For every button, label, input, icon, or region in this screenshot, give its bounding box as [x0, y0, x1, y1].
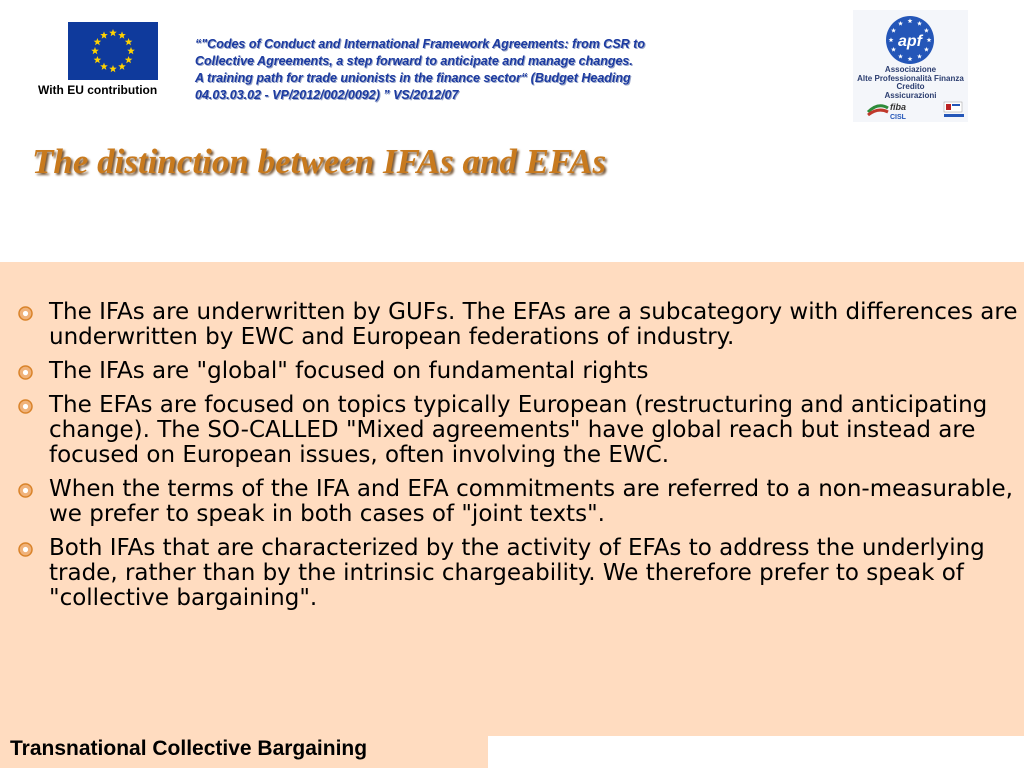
bullet-sun-icon: [18, 399, 33, 414]
eu-star: [118, 63, 126, 70]
bullet-item: [18, 536, 1018, 611]
bullet-sun-icon: [18, 365, 33, 380]
eu-star: [118, 31, 126, 38]
bullet-list: [18, 300, 1018, 620]
eu-star: [100, 63, 108, 70]
bullet-text: The IFAs are "global" focused on fundamental rights: [49, 358, 649, 384]
bullet-item: [18, 477, 1018, 527]
apf-assoc-line: Alte Professionalità Finanza: [857, 73, 964, 83]
bullet-text: Both IFAs that are characterized by the activity of EFAs to address the underlying trade, rather than by the intrinsic chargeability. We therefore prefer to speak of "collective bargaining".: [49, 535, 985, 611]
bullet-text: When the terms of the IFA and EFA commitments are referred to a non-measurable, we prefer to speak in both cases of "joint texts".: [49, 476, 1013, 527]
bullet-text: The IFAs are underwritten by GUFs. The EFAs are a subcategory with differences are underwritten by EWC and European federations of industry.: [49, 299, 1018, 350]
eu-stars: [68, 22, 158, 80]
eu-star: [125, 56, 133, 63]
project-line: Collective Agreements, a step forward to anticipate and manage changes.: [195, 54, 633, 68]
bullet-item: [18, 300, 1018, 350]
bullet-text: The EFAs are focused on topics typically European (restructuring and anticipating change). The SO-CALLED "Mixed agreements" have global reach but instead are focused on European issues, often involving the EWC.: [49, 392, 988, 468]
footer-label: Transnational Collective Bargaining: [0, 728, 488, 768]
fiba-cisl-logo: [866, 100, 966, 120]
bullet-sun-icon: [18, 483, 33, 498]
eu-star: [127, 47, 135, 54]
bullet-item: [18, 359, 1018, 384]
eu-star: [100, 31, 108, 38]
eu-contribution-caption: With EU contribution: [38, 83, 158, 97]
eu-flag-logo: [68, 22, 158, 80]
eu-star: [94, 38, 102, 45]
apf-association-name: [853, 66, 968, 100]
apf-assoc-line: Associazione: [884, 65, 937, 74]
content-panel: [0, 262, 1024, 736]
cisl-text: CISL: [890, 114, 906, 120]
eu-star: [91, 47, 99, 54]
eu-star: [94, 56, 102, 63]
apf-assoc-line: Credito: [896, 82, 925, 91]
apf-assoc-line: Assicurazioni: [884, 90, 937, 100]
project-line: “"Codes of Conduct and International Framework Agreements: from CSR to: [195, 37, 645, 51]
eu-star: [109, 29, 117, 36]
bullet-sun-icon: [18, 542, 33, 557]
eu-star: [125, 38, 133, 45]
eu-star: [109, 65, 117, 72]
project-line: A training path for trade unionists in the finance sector“ (Budget Heading: [195, 71, 631, 85]
bullet-sun-icon: [18, 306, 33, 321]
bullet-item: [18, 393, 1018, 468]
slide-title: The distinction between IFAs and EFAs: [32, 142, 607, 181]
project-line: 04.03.03.02 - VP/2012/002/0092) ” VS/2012/07: [195, 88, 459, 102]
project-heading: [195, 36, 805, 104]
fiba-text: fiba: [890, 102, 907, 112]
apf-logo-text: apf: [898, 33, 922, 50]
